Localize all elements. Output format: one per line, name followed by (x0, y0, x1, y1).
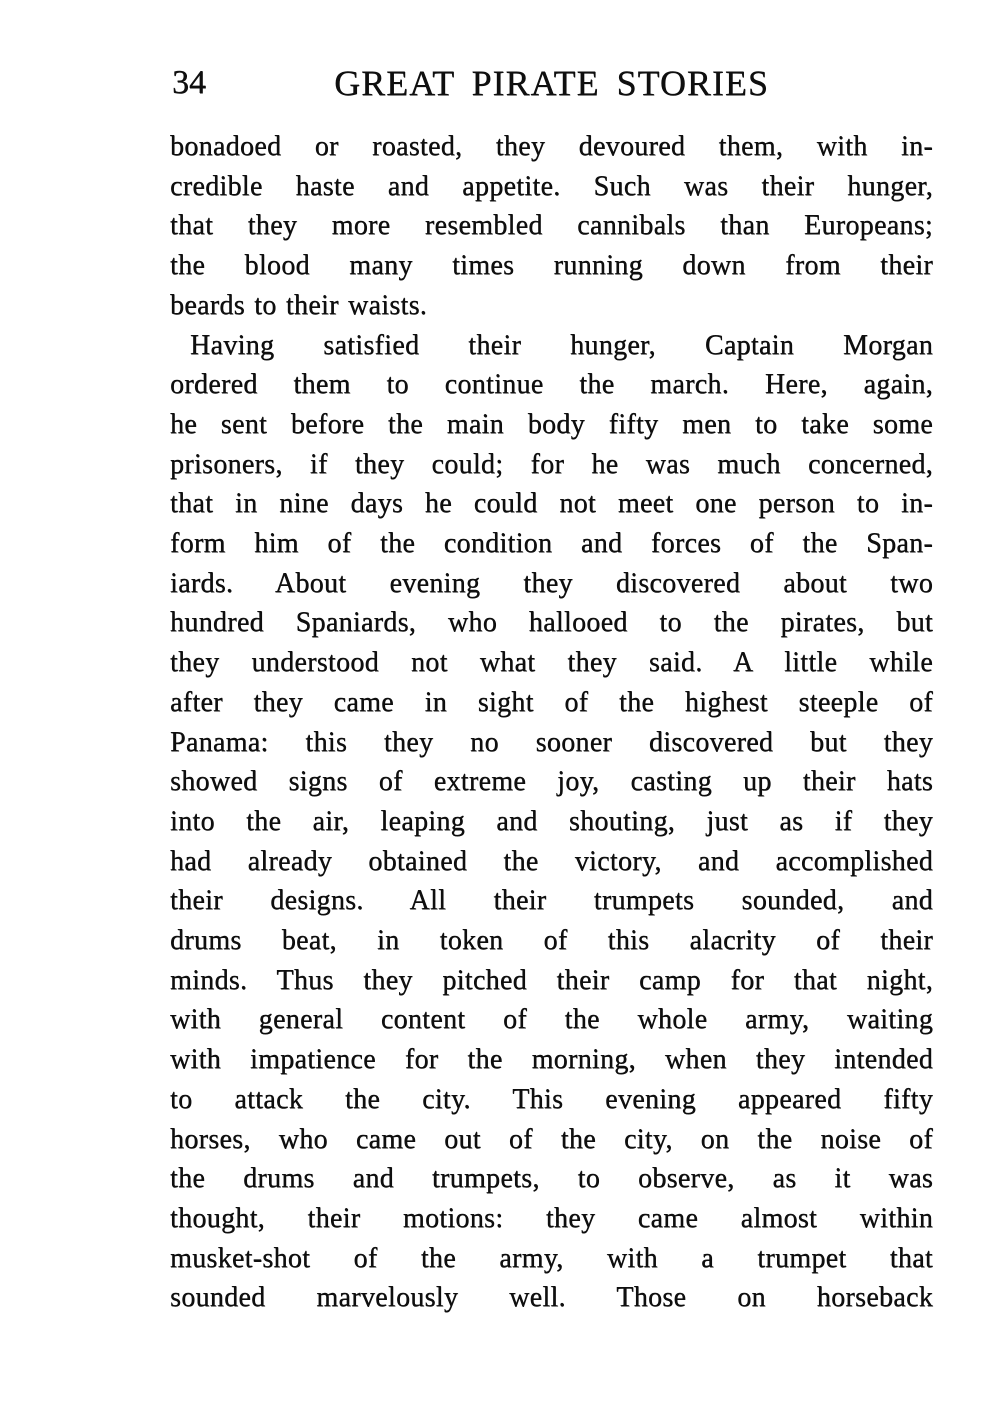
text-line: with impatience for the morning, when they intended (170, 1044, 933, 1076)
text-line: to attack the city. This evening appeared fifty (170, 1083, 933, 1115)
text-line: musket-shot of the army, with a trumpet that (170, 1242, 933, 1274)
text-line: after they came in sight of the highest steeple of (170, 686, 933, 718)
text-line: iards. About evening they discovered about two (170, 567, 933, 599)
text-line: beards to their waists. (170, 289, 428, 321)
text-line: credible haste and appetite. Such was their hunger, (170, 170, 933, 202)
text-line: he sent before the main body fifty men to take some (170, 408, 933, 440)
text-line: with general content of the whole army, waiting (170, 1004, 933, 1036)
text-line: Panama: this they no sooner discovered but they (170, 726, 933, 758)
text-line: prisoners, if they could; for he was much concerned, (170, 448, 933, 480)
text-line: minds. Thus they pitched their camp for that night, (170, 964, 933, 996)
text-line: Having satisfied their hunger, Captain Morgan (190, 329, 933, 361)
text-line: that in nine days he could not meet one person to in- (170, 488, 933, 520)
text-line: the blood many times running down from their (170, 250, 933, 282)
text-line: drums beat, in token of this alacrity of their (170, 925, 933, 957)
text-line: hundred Spaniards, who hallooed to the pirates, but (170, 607, 933, 639)
text-line: that they more resembled cannibals than Europeans; (170, 210, 933, 242)
text-line: bonadoed or roasted, they devoured them, with in- (170, 131, 933, 162)
text-line: into the air, leaping and shouting, just as if they (170, 805, 933, 837)
text-line: thought, their motions: they came almost within (170, 1202, 933, 1234)
text-line: the drums and trumpets, to observe, as it was (170, 1163, 933, 1195)
running-title: GREAT PIRATE STORIES (334, 63, 769, 103)
text-line: ordered them to continue the march. Here, again, (170, 369, 933, 401)
page-number: 34 (172, 64, 206, 101)
text-line: they understood not what they said. A little while (170, 647, 933, 679)
text-line: form him of the condition and forces of the Span- (170, 528, 933, 560)
text-line: had already obtained the victory, and accomplished (170, 845, 933, 877)
page-header (170, 62, 933, 104)
text-line: sounded marvelously well. Those on horseback (170, 1282, 933, 1314)
text-line: showed signs of extreme joy, casting up their hats (170, 766, 933, 798)
text-line: horses, who came out of the city, on the noise of (170, 1123, 933, 1155)
text-line: their designs. All their trumpets sounded, and (170, 885, 933, 917)
text-block (170, 127, 933, 1318)
